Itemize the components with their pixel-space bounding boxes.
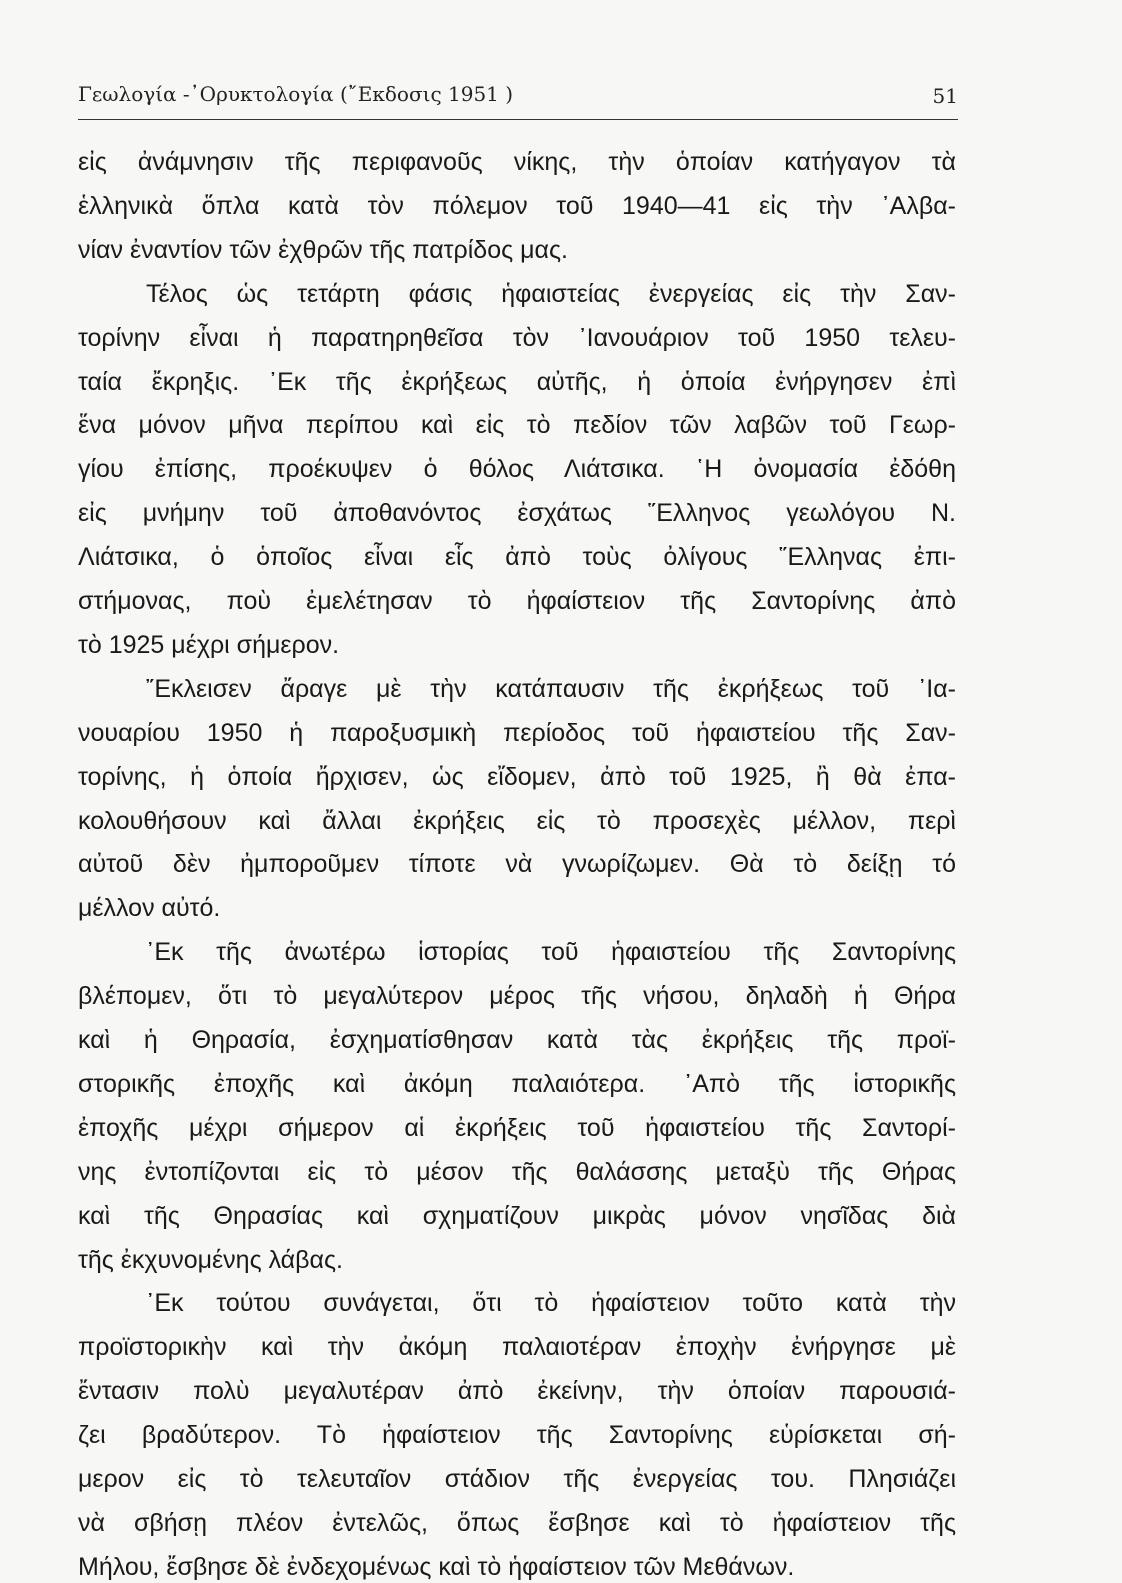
text-line: ζει βραδύτερον. Τὸ ἡφαίστειον τῆς Σαντορίνης εὑρίσκεται σή-: [78, 1421, 956, 1450]
text-line: νης ἐντοπίζονται εἰς τὸ μέσον τῆς θαλάσσης μεταξὺ τῆς Θήρας: [78, 1157, 956, 1186]
text-line: μερον εἰς τὸ τελευταῖον στάδιον τῆς ἐνεργείας του. Πλησιάζει: [78, 1465, 956, 1493]
text-line: ῎Εκλεισεν ἄραγε μὲ τὴν κατάπαυσιν τῆς ἐκρήξεως τοῦ ᾿Ια-: [146, 674, 956, 703]
text-line: ᾿Εκ τούτου συνάγεται, ὅτι τὸ ἡφαίστειον τοῦτο κατὰ τὴν: [146, 1289, 956, 1318]
text-line: ᾿Εκ τῆς ἀνωτέρω ἱστορίας τοῦ ἡφαιστείου τῆς Σαντορίνης: [146, 938, 956, 967]
text-line: ἕνα μόνον μῆνα περίπου καὶ εἰς τὸ πεδίον τῶν λαβῶν τοῦ Γεωρ-: [78, 411, 956, 440]
text-line: κολουθήσουν καὶ ἄλλαι ἐκρήξεις εἰς τὸ προσεχὲς μέλλον, περὶ: [78, 806, 956, 835]
text-line: αὐτοῦ δὲν ἠμποροῦμεν τίποτε νὰ γνωρίζωμεν. Θὰ τὸ δείξῃ τό: [78, 850, 956, 879]
text-line: εἰς ἀνάμνησιν τῆς περιφανοῦς νίκης, τὴν ὁποίαν κατήγαγον τὰ: [78, 148, 956, 176]
text-line: τορίνην εἶναι ἡ παρατηρηθεῖσα τὸν ᾿Ιανουάριον τοῦ 1950 τελευ-: [78, 323, 956, 352]
text-line: γίου ἐπίσης, προέκυψεν ὁ θόλος Λιάτσικα. ῾Η ὀνομασία ἐδόθη: [78, 455, 956, 484]
text-line: στορικῆς ἐποχῆς καὶ ἀκόμη παλαιότερα. ᾿Απὸ τῆς ἱστορικῆς: [78, 1069, 956, 1098]
text-line: μέλλον αὐτό.: [78, 894, 221, 923]
text-line: Λιάτσικα, ὁ ὁποῖος εἶναι εἷς ἀπὸ τοὺς ὀλίγους ῞Ελληνας ἐπι-: [78, 543, 956, 572]
text-line: τῆς ἐκχυνομένης λάβας.: [78, 1245, 343, 1274]
text-line: Τέλος ὡς τετάρτη φάσις ἡφαιστείας ἐνεργείας εἰς τὴν Σαν-: [146, 279, 956, 308]
text-line: εἰς μνήμην τοῦ ἀποθανόντος ἐσχάτως ῞Ελληνος γεωλόγου Ν.: [78, 499, 956, 528]
text-line: τὸ 1925 μέχρι σήμερον.: [78, 630, 340, 659]
text-line: νουαρίου 1950 ἡ παροξυσμικὴ περίοδος τοῦ ἡφαιστείου τῆς Σαν-: [78, 718, 956, 747]
header-divider: [78, 119, 958, 120]
text-line: καὶ ἡ Θηρασία, ἐσχηματίσθησαν κατὰ τὰς ἐκρήξεις τῆς προϊ-: [78, 1026, 956, 1054]
text-line: ἐποχῆς μέχρι σήμερον αἱ ἐκρήξεις τοῦ ἡφαιστείου τῆς Σαντορί-: [78, 1113, 956, 1142]
text-line: προϊστορικὴν καὶ τὴν ἀκόμη παλαιοτέραν ἐποχὴν ἐνήργησε μὲ: [78, 1333, 956, 1362]
running-header-title: Γεωλογία -᾿Ορυκτολογία (῎Εκδοσις 1951 ): [78, 82, 514, 106]
text-line: καὶ τῆς Θηρασίας καὶ σχηματίζουν μικρὰς μόνον νησῖδας διὰ: [78, 1201, 956, 1230]
text-line: νὰ σβήσῃ πλέον ἐντελῶς, ὅπως ἔσβησε καὶ τὸ ἡφαίστειον τῆς: [78, 1508, 956, 1537]
text-line: νίαν ἐναντίον τῶν ἐχθρῶν τῆς πατρίδος μας.: [78, 235, 568, 264]
text-line: ταία ἔκρηξις. ᾿Εκ τῆς ἐκρήξεως αὐτῆς, ἡ ὁποία ἐνήργησεν ἐπὶ: [78, 367, 956, 396]
text-line: τορίνης, ἡ ὁποία ἤρχισεν, ὡς εἴδομεν, ἀπὸ τοῦ 1925, ἢ θὰ ἐπα-: [78, 762, 956, 791]
text-line: στήμονας, ποὺ ἐμελέτησαν τὸ ἡφαίστειον τῆς Σαντορίνης ἀπὸ: [78, 587, 956, 615]
text-line: βλέπομεν, ὅτι τὸ μεγαλύτερον μέρος τῆς νήσου, δηλαδὴ ἡ Θήρα: [78, 982, 956, 1011]
page-number: 51: [932, 84, 958, 108]
text-line: Μήλου, ἔσβησε δὲ ἐνδεχομένως καὶ τὸ ἡφαίστειον τῶν Μεθάνων.: [78, 1552, 795, 1581]
text-line: ἑλληνικὰ ὅπλα κατὰ τὸν πόλεμον τοῦ 1940—41 εἰς τὴν ᾿Αλβα-: [78, 191, 956, 220]
text-line: ἔντασιν πολὺ μεγαλυτέραν ἀπὸ ἐκείνην, τὴν ὁποίαν παρουσιά-: [78, 1377, 956, 1406]
